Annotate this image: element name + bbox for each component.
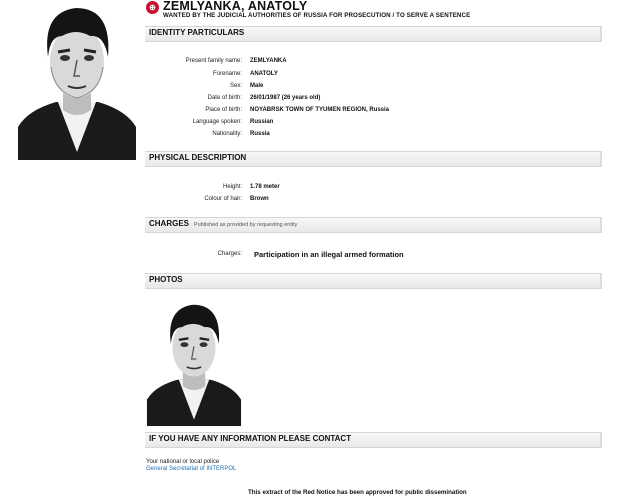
contact-section-title: IF YOU HAVE ANY INFORMATION PLEASE CONTACT bbox=[149, 434, 352, 443]
photos-section-header bbox=[145, 273, 602, 289]
field-row-language bbox=[145, 119, 600, 129]
field-value: ANATOLY bbox=[250, 71, 278, 77]
field-label: Nationality: bbox=[212, 131, 242, 137]
field-value: Brown bbox=[250, 196, 269, 202]
field-value: 1.78 meter bbox=[250, 184, 280, 190]
charges-section-header bbox=[145, 217, 602, 233]
field-value: NOYABRSK TOWN OF TYUMEN REGION, Russia bbox=[250, 107, 390, 113]
interpol-secretariat-link[interactable]: General Secretariat of INTERPOL bbox=[146, 466, 237, 472]
field-value: 26/01/1987 (26 years old) bbox=[250, 95, 321, 101]
interpol-logo-icon: ⊕ bbox=[146, 1, 159, 14]
field-row-height bbox=[145, 184, 600, 194]
field-value: Male bbox=[250, 83, 264, 89]
field-label: Height: bbox=[222, 184, 242, 190]
suspect-photo-thumbnail[interactable] bbox=[145, 300, 243, 426]
field-label: Forename: bbox=[212, 71, 242, 77]
wanted-person-name: ZEMLYANKA, ANATOLY bbox=[163, 0, 308, 13]
field-row-forename bbox=[145, 71, 600, 81]
suspect-portrait-photo bbox=[18, 2, 136, 160]
field-row-family-name bbox=[145, 58, 600, 68]
footer-dissemination-note: This extract of the Red Notice has been approved for public dissemination bbox=[248, 489, 467, 496]
charges-note: Published as provided by requesting entity bbox=[194, 222, 298, 228]
field-label: Sex: bbox=[229, 83, 242, 89]
field-row-sex bbox=[145, 83, 600, 93]
field-row-nationality bbox=[145, 131, 600, 141]
field-row-date-of-birth bbox=[145, 95, 600, 105]
field-label: Colour of hair: bbox=[204, 196, 242, 202]
contact-local-police: Your national or local police bbox=[146, 459, 220, 465]
field-value: Russian bbox=[250, 119, 274, 125]
identity-section-header bbox=[145, 26, 602, 42]
charges-section-title bbox=[149, 219, 297, 228]
physical-section-header bbox=[145, 151, 602, 167]
field-label: Place of birth: bbox=[205, 107, 242, 113]
wanted-subtitle: WANTED BY THE JUDICIAL AUTHORITIES OF RUSSIA FOR PROSECUTION / TO SERVE A SENTENCE bbox=[163, 12, 471, 19]
physical-section-title: PHYSICAL DESCRIPTION bbox=[149, 153, 247, 162]
field-label: Present family name: bbox=[185, 58, 242, 64]
charges-title-text: CHARGES bbox=[149, 219, 190, 228]
contact-section-header bbox=[145, 432, 602, 448]
field-value: ZEMLYANKA bbox=[250, 58, 287, 64]
charges-label: Charges: bbox=[217, 251, 242, 257]
field-label: Date of birth: bbox=[207, 95, 242, 101]
photos-section-title: PHOTOS bbox=[149, 275, 183, 284]
field-row-place-of-birth bbox=[145, 107, 600, 117]
identity-section-title: IDENTITY PARTICULARS bbox=[149, 28, 245, 37]
charges-value: Participation in an illegal armed formation bbox=[254, 250, 404, 259]
field-row-hair-colour bbox=[145, 196, 600, 206]
field-label: Language spoken: bbox=[192, 119, 242, 125]
field-value: Russia bbox=[250, 131, 270, 137]
